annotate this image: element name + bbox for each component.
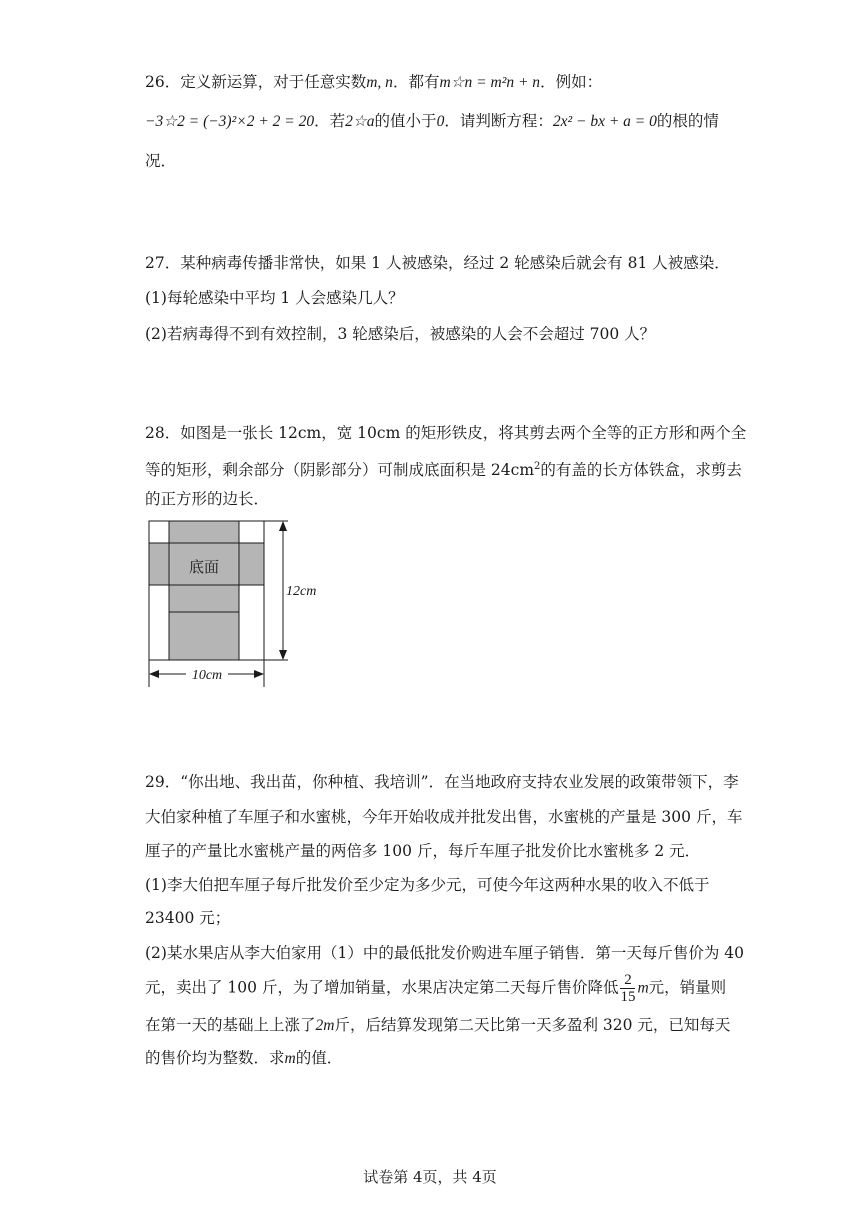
- q29-var-m: m: [284, 1050, 296, 1067]
- q29-line-2: 大伯家种植了车厘子和水蜜桃，今年开始收成并批发出售，水蜜桃的产量是 300 斤，车: [145, 808, 743, 826]
- q29-text: 的售价均为整数．求: [145, 1049, 285, 1067]
- q26-line-1: [145, 71, 730, 94]
- q28-superscript: 2: [534, 461, 541, 472]
- q29-var-2m: 2m: [315, 1017, 335, 1034]
- q29-part-2: (2)某水果店从李大伯家用（1）中的最低批发价购进车厘子销售．第一天每斤售价为 40: [145, 944, 744, 962]
- q26-example: −3☆2 = (−3)²×2 + 2 = 20: [145, 113, 315, 130]
- q26-line-3: 况．: [145, 152, 177, 170]
- q26-text: 的根的情: [656, 112, 719, 130]
- q26-vars: m, n: [366, 74, 393, 91]
- page-footer: 试卷第 4页，共 4页: [363, 1168, 497, 1186]
- q28-text: 的有盖的长方体铁盒，求剪去: [540, 461, 742, 480]
- q29-text: 的值．: [295, 1049, 343, 1067]
- q27-part-1: (1)每轮感染中平均 1 人会感染几人？: [145, 289, 404, 307]
- q28-line-1: 28．如图是一张长 12cm，宽 10cm 的矩形铁皮，将其剪去两个全等的正方形和两个全: [145, 424, 747, 442]
- arrow-down-icon: [279, 650, 287, 660]
- q29-text: 元，卖出了 100 斤，为了增加销量，水果店决定第二天每斤售价降低: [145, 978, 619, 997]
- q26-zero: 0: [436, 113, 445, 130]
- q29-text: 斤，后结算发现第二天比第一天多盈利 320 元，已知每天: [334, 1016, 731, 1034]
- q29-part-1: (1)李大伯把车厘子每斤批发价至少定为多少元，可使今年这两种水果的收入不低于: [145, 876, 710, 894]
- q29-text: 元，销量则: [648, 978, 727, 997]
- width-label: 10cm: [191, 668, 223, 683]
- q29-part-1-cont: 23400 元；: [145, 909, 231, 927]
- q26-text: 26．定义新运算，对于任意实数: [145, 73, 367, 91]
- q26-text: ．例如：: [540, 73, 603, 91]
- q26-text: ．都有: [392, 73, 440, 91]
- q29-line-8: [145, 1014, 730, 1037]
- q26-text: 的值小于: [374, 112, 437, 130]
- q29-line-3: 厘子的产量比水蜜桃产量的两倍多 100 斤，每斤车厘子批发价比水蜜桃多 2 元．: [145, 842, 701, 860]
- base-label: 底面: [188, 558, 220, 576]
- height-label: 12cm: [286, 584, 317, 599]
- q26-text: ．请判断方程：: [444, 112, 553, 130]
- q26-line-2: [145, 110, 730, 133]
- shaded-top-strip: [169, 521, 239, 543]
- q29-line-9: [145, 1047, 730, 1070]
- fraction-denominator: 15: [620, 989, 636, 1005]
- q26-text: ．若: [314, 112, 346, 130]
- q28-line-2: [145, 456, 742, 481]
- q27-stem: 27．某种病毒传播非常快，如果 1 人被感染，经过 2 轮感染后就会有 81 人被感染．: [145, 254, 730, 272]
- arrow-up-icon: [279, 521, 287, 531]
- q26-definition: m☆n = m²n + n: [439, 74, 541, 91]
- q29-line-7: [145, 972, 730, 1005]
- q26-expression: 2☆a: [345, 113, 375, 130]
- fraction-numerator: 2: [620, 972, 635, 989]
- q26-equation: 2x² − bx + a = 0: [552, 113, 657, 130]
- fraction: [620, 972, 635, 1005]
- q28-figure: [140, 515, 320, 695]
- arrow-right-icon: [254, 670, 264, 678]
- arrow-left-icon: [149, 670, 159, 678]
- shaded-bottom-strip: [169, 585, 239, 660]
- q29-line-1: 29．“你出地、我出苗，你种植、我培训”．在当地政府支持农业发展的政策带领下，李: [145, 773, 739, 791]
- q28-text: 等的矩形，剩余部分（阴影部分）可制成底面积是 24cm: [145, 461, 535, 480]
- q29-var-m: m: [637, 979, 649, 997]
- q28-line-3: 的正方形的边长．: [145, 490, 270, 508]
- q29-text: 在第一天的基础上上涨了: [145, 1016, 316, 1034]
- q27-part-2: (2)若病毒得不到有效控制，3 轮感染后，被感染的人会不会超过 700 人？: [145, 325, 656, 343]
